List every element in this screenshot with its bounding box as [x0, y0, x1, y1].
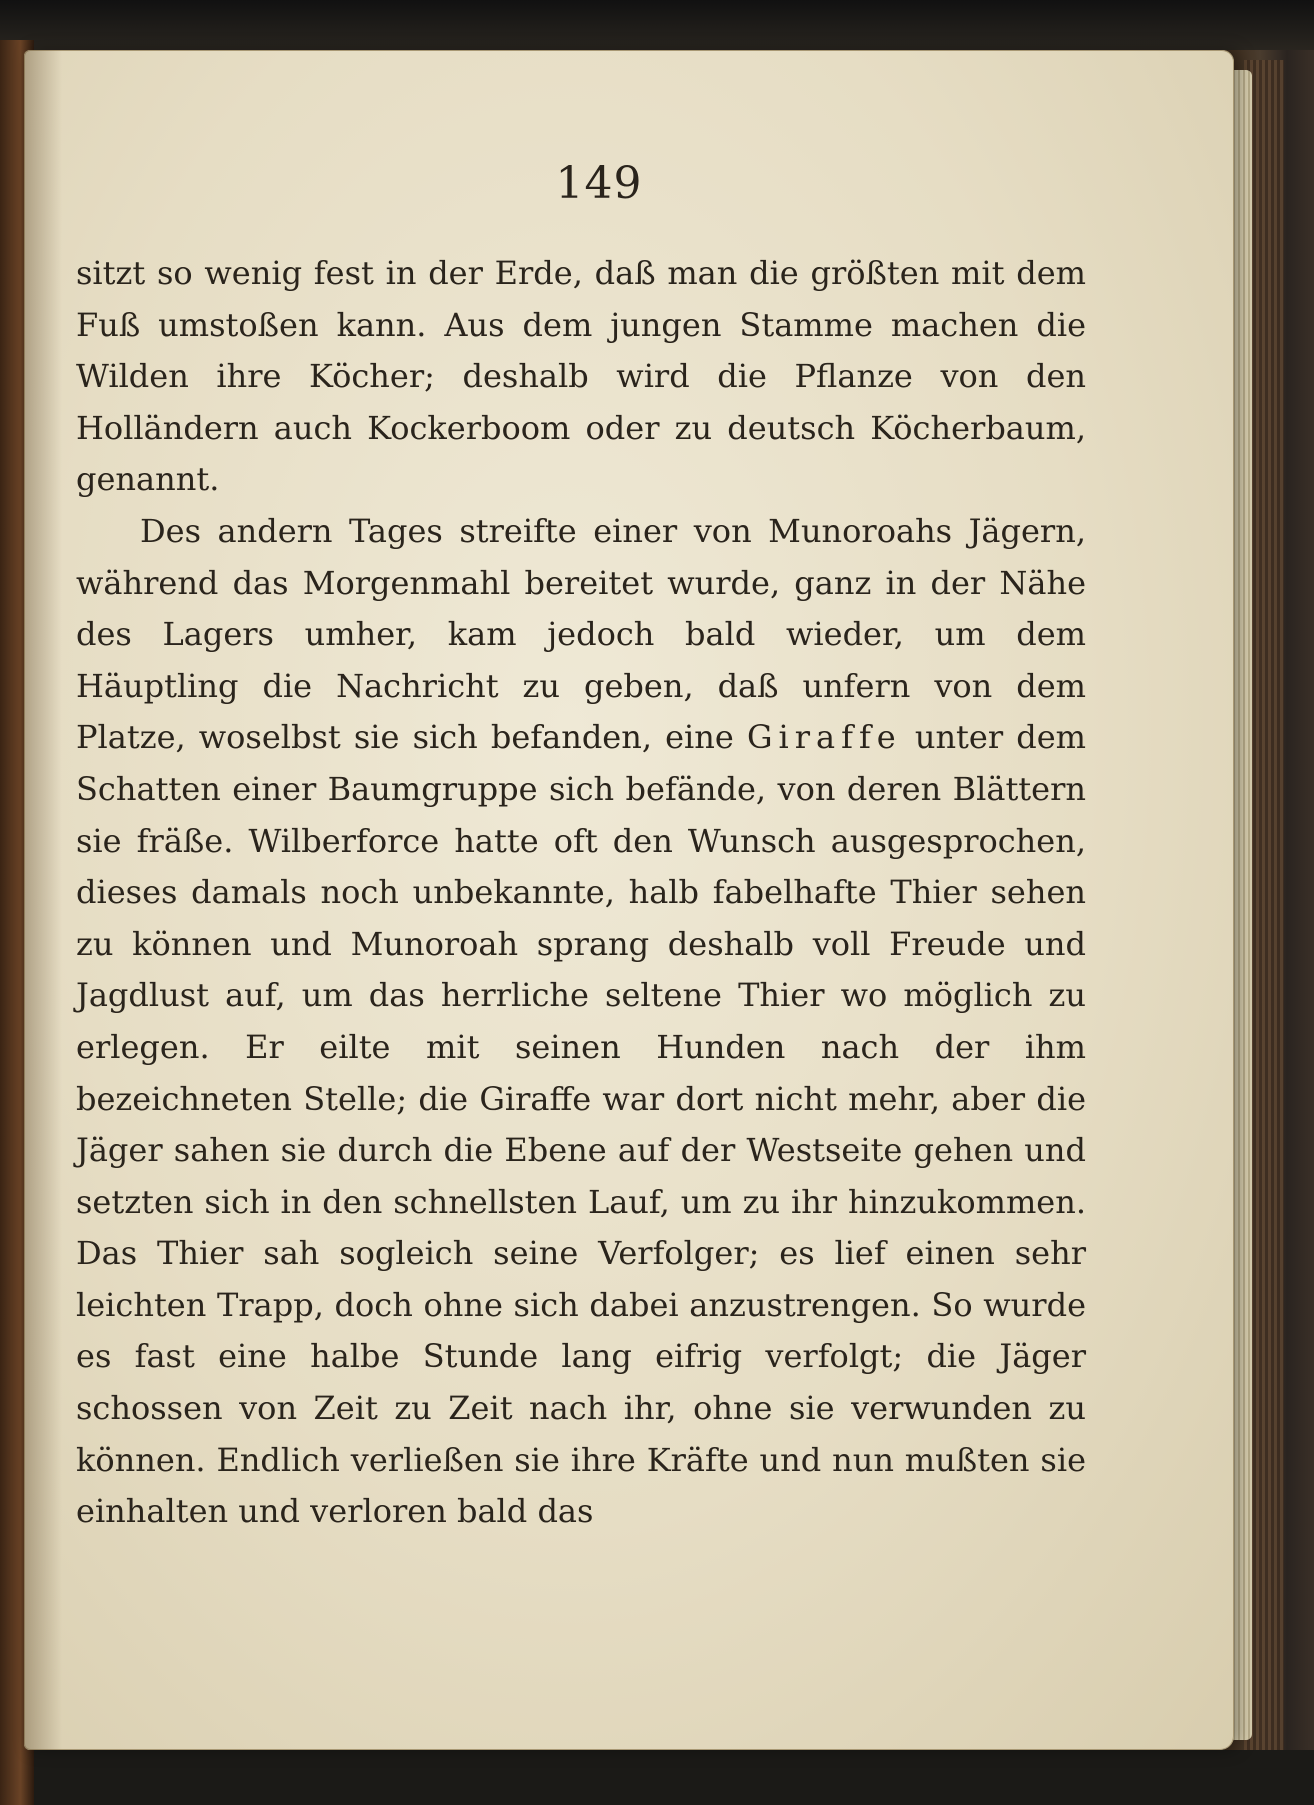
paragraph-1-text: sitzt so wenig fest in der Erde, daß man die größten mit dem Fuß umstoßen kann. Aus dem jungen Stamme machen die Wilden ihre Köcher; deshalb wird die Pflanze von den Holländern auch Kockerboom oder zu deutsch Köcherbaum, genannt.	[76, 254, 1086, 499]
paragraph-1	[76, 248, 1086, 506]
page-number: 149	[555, 158, 643, 209]
gutter-shadow	[24, 50, 62, 1750]
book-cover-top	[0, 0, 1314, 52]
paragraph-2-text-b: unter dem Schatten einer Baumgruppe sich befände, von deren Blättern sie fräße. Wilberforce hatte oft den Wunsch ausgesprochen, dieses damals noch unbekannte, halb fabelhafte Thier sehen zu können und Munoroah sprang deshalb voll Freude und Jagdlust auf, um das herrliche seltene Thier wo möglich zu erlegen. Er eilte mit seinen Hunden nach der ihm bezeichneten Stelle; die Giraffe war dort nicht mehr, aber die Jäger sahen sie durch die Ebene auf der Westseite gehen und setzten sich in den schnellsten Lauf, um zu ihr hinzukommen. Das Thier sah sogleich seine Verfolger; es lief einen sehr leichten Trapp, doch ohne sich dabei anzustrengen. So wurde es fast eine halbe Stunde lang eifrig verfolgt; die Jäger schossen von Zeit zu Zeit nach ihr, ohne sie verwunden zu können. Endlich verließen sie ihre Kräfte und nun mußten sie einhalten und verloren bald das	[76, 718, 1087, 1531]
body-text	[76, 248, 1086, 1538]
paragraph-2	[76, 506, 1086, 1538]
paragraph-2-spaced-word: Giraffe	[746, 718, 902, 757]
book-page	[24, 50, 1234, 1750]
paragraph-2-text-a: Des andern Tages streifte einer von Munoroahs Jägern, während das Morgenmahl bereitet wurde, ganz in der Nähe des Lagers umher, kam jedoch bald wieder, um dem Häuptling die Nachricht zu geben, daß unfern von dem Platze, woselbst sie sich befanden, eine	[76, 511, 1086, 757]
